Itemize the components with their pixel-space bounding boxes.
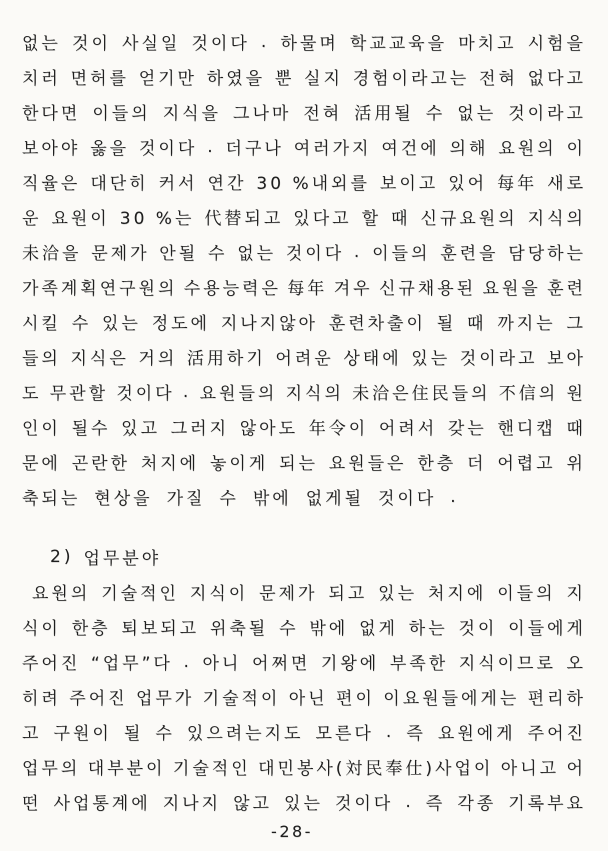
- word: 신규요원의: [420, 209, 518, 229]
- word: 이들에게: [508, 619, 586, 639]
- word: 있어: [448, 174, 488, 194]
- word: 것이라고: [508, 104, 586, 124]
- word: 아니고: [500, 759, 560, 779]
- word: 것이라고: [459, 349, 538, 369]
- word: 가족계획연구원의: [22, 279, 178, 299]
- word: 活用될: [354, 104, 414, 124]
- word: 처지에: [140, 454, 200, 474]
- word: 있고: [121, 419, 161, 439]
- word: 구원이: [53, 724, 112, 744]
- word: 편리하: [527, 689, 586, 709]
- word: .: [182, 381, 192, 402]
- word: 거의: [138, 349, 178, 369]
- document-body: [22, 24, 586, 819]
- text-line: [22, 164, 586, 199]
- word: 그러지: [170, 419, 230, 439]
- text-line: [22, 714, 586, 749]
- word: 30 %는: [119, 209, 195, 229]
- word: 사실일: [122, 34, 181, 54]
- word: 까지는: [497, 314, 556, 334]
- word: 없는: [237, 244, 277, 264]
- word: 부족한: [389, 654, 449, 674]
- word: 연간: [207, 174, 247, 194]
- text-line: [22, 304, 586, 339]
- word: 없다고: [527, 69, 586, 89]
- word: 지나지않아: [220, 314, 318, 334]
- word: 문에: [22, 454, 61, 474]
- word: 고: [22, 724, 42, 744]
- word: 대단히: [90, 174, 149, 194]
- word: 문제가: [91, 244, 150, 264]
- word: 없는: [457, 104, 497, 124]
- word: 그나마: [233, 104, 292, 124]
- word: 담당하는: [508, 244, 586, 264]
- word: 겨우: [333, 279, 373, 299]
- text-line: [22, 444, 586, 479]
- word: 전혀: [303, 104, 343, 124]
- word: 活用하기: [186, 349, 266, 369]
- word: 보이고: [379, 174, 439, 194]
- word: 즉: [406, 724, 426, 744]
- word: 이요원들에게는: [383, 689, 520, 709]
- word: 그: [566, 314, 586, 334]
- word: 지식이므로: [458, 654, 556, 674]
- word: 있는: [284, 794, 323, 814]
- word: 되고: [328, 584, 368, 604]
- word: 직율은: [22, 174, 81, 194]
- word: 어려운: [275, 349, 334, 369]
- text-line: [22, 609, 586, 644]
- word: 때: [566, 419, 586, 439]
- word: 도: [22, 384, 42, 404]
- word: 이들의: [372, 244, 431, 264]
- word: 지나지: [162, 794, 221, 814]
- word: 현상을: [94, 489, 153, 509]
- word: 것이다: [378, 489, 437, 509]
- word: 얻기만: [138, 69, 197, 89]
- word: 처지에: [427, 584, 487, 604]
- word: 히려: [22, 689, 61, 709]
- word: 핸디캡: [497, 419, 556, 439]
- word: 떤: [22, 794, 42, 814]
- word: 것이: [458, 619, 498, 639]
- word: 업무의: [22, 759, 81, 779]
- word: 퇴보되고: [121, 619, 200, 639]
- word: 면허를: [70, 69, 129, 89]
- word: 한층: [71, 619, 111, 639]
- word: 지식이: [189, 584, 249, 604]
- word: 요원들의: [199, 384, 278, 404]
- word: 훈련차출이: [328, 314, 426, 334]
- word: 위축될: [209, 619, 269, 639]
- word: 수: [71, 314, 92, 334]
- word: 신규채용된: [378, 279, 477, 299]
- word: 때: [391, 209, 411, 229]
- word: 지식의: [527, 209, 586, 229]
- word: 지식은: [70, 349, 129, 369]
- word: 지: [566, 584, 586, 604]
- word: 기술적인: [172, 759, 251, 779]
- word: 기술적인: [101, 584, 179, 604]
- word: 있다고: [293, 209, 352, 229]
- word: 더구나: [225, 139, 284, 159]
- text-line: [22, 94, 586, 129]
- section-heading: [50, 539, 586, 574]
- word: 실지: [304, 69, 343, 89]
- word: 代替되고: [204, 209, 284, 229]
- word: 지식의: [285, 384, 344, 404]
- word: 원: [566, 384, 586, 404]
- word: 보아야: [22, 139, 81, 159]
- word: 없게될: [305, 489, 364, 509]
- word: 요원들은: [328, 454, 407, 474]
- word: 커서: [158, 174, 198, 194]
- text-line: [22, 644, 586, 679]
- word: 갖는: [447, 419, 487, 439]
- word: 요원에게: [437, 724, 516, 744]
- word: 운: [22, 209, 42, 229]
- word: 것이다: [285, 244, 345, 264]
- word: 수: [207, 244, 228, 264]
- page-number: -28-: [271, 822, 313, 841]
- word: 요원이: [51, 209, 110, 229]
- word: 不信의: [498, 384, 559, 404]
- text-line: [22, 479, 586, 514]
- word: 아닌: [288, 689, 328, 709]
- word: 있는: [411, 349, 451, 369]
- word: 수: [425, 104, 446, 124]
- text-line: [22, 784, 586, 819]
- word: 놓이게: [209, 454, 269, 474]
- word: 年令이: [308, 419, 369, 439]
- word: 한층: [417, 454, 457, 474]
- word: 문제가: [259, 584, 318, 604]
- word: 될수: [71, 419, 111, 439]
- word: .: [183, 651, 192, 672]
- word: 때: [467, 314, 487, 334]
- word: 每年: [497, 174, 538, 194]
- word: 수: [219, 489, 239, 509]
- text-line: [22, 749, 586, 784]
- word: 업무분야: [83, 549, 162, 569]
- word: 주어진: [69, 689, 128, 709]
- word: 되는: [279, 454, 318, 474]
- word: 가질: [166, 489, 206, 509]
- word: 치러: [22, 69, 61, 89]
- word: 요원을: [482, 279, 541, 299]
- word: 하물며: [280, 34, 339, 54]
- word: .: [260, 31, 270, 52]
- word: 없게: [359, 619, 398, 639]
- word: 여건에: [381, 139, 440, 159]
- word: 않고: [233, 794, 272, 814]
- word: 없는: [22, 34, 61, 54]
- word: 시킬: [22, 314, 61, 334]
- word: 새로: [547, 174, 586, 194]
- word: 않아도: [239, 419, 299, 439]
- word: 밖에: [252, 489, 292, 509]
- word: 있으려는지도: [186, 724, 304, 744]
- word: 것이다: [191, 34, 250, 54]
- word: 요원의: [498, 139, 557, 159]
- text-line: [22, 409, 586, 444]
- word: 수: [279, 619, 299, 639]
- text-line: [22, 374, 586, 409]
- word: 어: [566, 759, 586, 779]
- word: 주어진: [22, 654, 81, 674]
- word: 대부분이: [87, 759, 166, 779]
- word: 식이: [22, 619, 61, 639]
- word: 每年: [287, 279, 328, 299]
- text-line: [22, 129, 586, 164]
- word: 수용능력은: [183, 279, 281, 299]
- text-line: [22, 199, 586, 234]
- text-line: [22, 269, 586, 304]
- word: 여러가지: [293, 139, 372, 159]
- word: 무관할: [49, 384, 109, 404]
- word: 시험을: [527, 34, 586, 54]
- word: 것이다: [138, 139, 198, 159]
- text-line: [22, 234, 586, 269]
- word: 이: [566, 139, 586, 159]
- word: 한다면: [22, 104, 81, 124]
- word: 경험이라고는: [352, 69, 470, 89]
- word: 하였을: [206, 69, 266, 89]
- word: 未洽은住民들의: [352, 384, 491, 404]
- word: 30 %내외를: [256, 174, 370, 194]
- word: 이들의: [92, 104, 151, 124]
- word: 정도에: [151, 314, 210, 334]
- word: 할: [361, 209, 381, 229]
- word: 될: [123, 724, 144, 744]
- word: 어려서: [378, 419, 438, 439]
- word: 모른다: [315, 724, 374, 744]
- word: 것이다: [116, 384, 175, 404]
- word: .: [405, 791, 414, 812]
- word: 안될: [159, 244, 199, 264]
- word: 주어진: [527, 724, 586, 744]
- text-line: [22, 339, 586, 374]
- word: 밖에: [309, 619, 349, 639]
- word: 것이다: [334, 794, 394, 814]
- word: 의해: [449, 139, 489, 159]
- word: 전혀: [479, 69, 518, 89]
- word: 사업통계에: [53, 794, 151, 814]
- word: 위: [566, 454, 586, 474]
- word: 어쩌면: [252, 654, 311, 674]
- word: 요원의: [32, 584, 91, 604]
- word: 기록부요: [508, 794, 586, 814]
- word: 될: [436, 314, 457, 334]
- word: 업무가: [135, 689, 195, 709]
- word: 마치고: [458, 34, 517, 54]
- word: 곤란한: [71, 454, 130, 474]
- word: 2): [50, 546, 74, 567]
- word: 각종: [457, 794, 497, 814]
- word: 아니: [202, 654, 242, 674]
- word: 즉: [425, 794, 446, 814]
- text-line: [22, 679, 586, 714]
- text-line: [22, 24, 586, 59]
- word: 수: [155, 724, 175, 744]
- word: 옳을: [90, 139, 130, 159]
- word: 뿐: [274, 69, 295, 89]
- word: 인이: [22, 419, 61, 439]
- word: .: [450, 486, 459, 507]
- word: 이들의: [497, 584, 556, 604]
- word: 어렵고: [497, 454, 556, 474]
- word: 더: [467, 454, 487, 474]
- word: .: [207, 136, 216, 157]
- word: 상태에: [343, 349, 402, 369]
- word: 보아: [547, 349, 586, 369]
- word: 있는: [101, 314, 141, 334]
- word: 기왕에: [320, 654, 380, 674]
- word: 오: [566, 654, 586, 674]
- word: 훈련을: [440, 244, 499, 264]
- word: 있는: [378, 584, 418, 604]
- word: 지식을: [162, 104, 221, 124]
- text-line: [32, 574, 586, 609]
- word: 하는: [408, 619, 448, 639]
- word: “업무”다: [90, 654, 173, 674]
- word: 들의: [22, 349, 61, 369]
- word: 학교교육을: [349, 34, 448, 54]
- word: 훈련: [547, 279, 586, 299]
- word: .: [385, 721, 395, 742]
- text-line: [22, 59, 586, 94]
- word: 未洽을: [22, 244, 82, 264]
- word: 기술적이: [202, 689, 281, 709]
- word: 축되는: [22, 489, 81, 509]
- word: 대민봉사(対民奉仕)사업이: [258, 759, 494, 779]
- word: .: [353, 241, 363, 262]
- word: 편이: [336, 689, 375, 709]
- word: 것이: [72, 34, 111, 54]
